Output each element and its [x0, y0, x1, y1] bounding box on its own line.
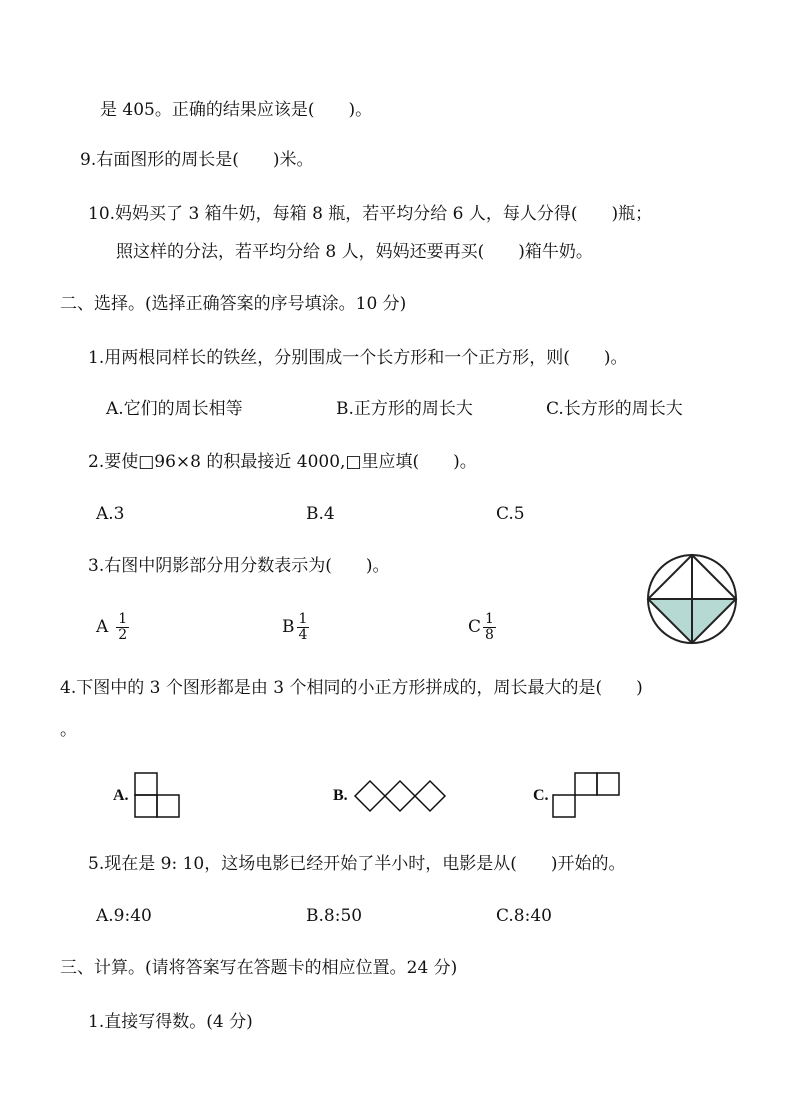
choice-question-2: 2.要使□96×8 的积最接近 4000,□里应填( )。: [88, 452, 477, 472]
c3-option-a-label: A: [96, 617, 109, 637]
c3-option-c-fraction: [483, 612, 496, 643]
choice-question-4: 4.下图中的 3 个图形都是由 3 个相同的小正方形拼成的，周长最大的是( ): [60, 678, 643, 698]
c1-option-b: B.正方形的周长大: [336, 399, 473, 419]
question-9: 9.右面图形的周长是( )米。: [80, 150, 314, 170]
small-square: [157, 795, 179, 817]
c2-option-c: C.5: [496, 504, 525, 524]
question-10-line1: 10.妈妈买了 3 箱牛奶，每箱 8 瓶，若平均分给 6 人，每人分得( )瓶；: [88, 204, 653, 224]
c4-label-a: A.: [113, 787, 129, 804]
choice-question-3: 3.右图中阴影部分用分数表示为( )。: [88, 556, 390, 576]
section-3-heading: 三、计算。(请将答案写在答题卡的相应位置。24 分): [60, 958, 458, 978]
circle-square-figure: [646, 553, 738, 645]
c1-option-c: C.长方形的周长大: [546, 399, 683, 419]
choice-question-1: 1.用两根同样长的铁丝，分别围成一个长方形和一个正方形，则( )。: [88, 348, 628, 368]
c3-option-c: [468, 612, 496, 643]
fraction-denominator: 2: [118, 627, 128, 643]
c4-label-c: C.: [533, 787, 549, 804]
c3-option-b-fraction: [297, 612, 310, 643]
c4-label-b: B.: [333, 787, 348, 804]
small-square: [135, 773, 157, 795]
section-2-heading: 二、选择。(选择正确答案的序号填涂。10 分): [60, 294, 407, 314]
fraction-numerator: 1: [485, 611, 494, 627]
c2-option-b: B.4: [306, 504, 335, 524]
c4-figure-a: [134, 772, 184, 822]
c3-option-b: [282, 612, 309, 643]
c4-figure-c: [552, 772, 624, 820]
small-square-rotated: [385, 781, 415, 811]
c3-option-c-label: C: [468, 617, 482, 637]
small-square: [597, 773, 619, 795]
question-10-line2: 照这样的分法，若平均分给 8 人，妈妈还要再买( )箱牛奶。: [116, 242, 593, 262]
c5-option-c: C.8:40: [496, 906, 552, 926]
fraction-numerator: 1: [298, 611, 308, 627]
c3-option-a: [96, 612, 129, 643]
fraction-numerator: 1: [118, 611, 128, 627]
c3-option-b-label: B: [282, 617, 295, 637]
choice-question-5: 5.现在是 9: 10，这场电影已经开始了半小时，电影是从( )开始的。: [88, 854, 626, 874]
small-square-rotated: [415, 781, 445, 811]
small-square: [553, 795, 575, 817]
small-square: [575, 773, 597, 795]
small-square: [135, 795, 157, 817]
fraction-denominator: 8: [485, 627, 494, 643]
calc-question-1: 1.直接写得数。(4 分): [88, 1012, 253, 1032]
fraction-denominator: 4: [298, 627, 308, 643]
c3-option-a-fraction: [116, 612, 129, 643]
small-square-rotated: [355, 781, 385, 811]
q8-continuation: 是 405。正确的结果应该是( )。: [100, 100, 373, 120]
choice-question-4-tail: 。: [60, 720, 77, 740]
c1-option-a: A.它们的周长相等: [106, 399, 243, 419]
c5-option-a: A.9:40: [96, 906, 152, 926]
c4-figure-b: [354, 779, 450, 813]
c5-option-b: B.8:50: [306, 906, 363, 926]
c2-option-a: A.3: [96, 504, 125, 524]
